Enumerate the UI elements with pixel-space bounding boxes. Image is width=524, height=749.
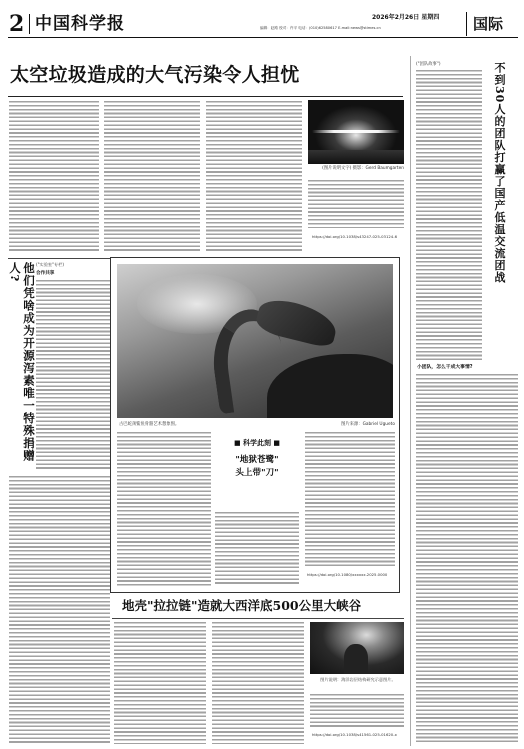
main-headline: 太空垃圾造成的大气污染令人担忧 (10, 64, 300, 86)
feature-headline-box (221, 454, 293, 492)
feature-link: https://doi.org/10.1080/xxxxxx.2025.0000 (307, 572, 388, 577)
feature-box (110, 257, 400, 593)
right-article-column-a (416, 70, 482, 360)
feature-column-middle (215, 512, 299, 586)
right-article-headline: 不到30人的团队打赢了国产低温交流团战 (493, 62, 506, 284)
main-article-column-3 (206, 101, 302, 251)
bottom-article-photo (310, 622, 404, 674)
masthead-rule (8, 37, 518, 38)
bottom-article-column-2 (212, 622, 304, 744)
main-article-column-4 (308, 180, 404, 228)
left-article-subtitle: 合作共享 (36, 271, 55, 276)
bottom-article-column-1 (114, 622, 206, 744)
feature-photo-caption: 古巴蛇颈鲨鱼骨骼艺术想象图。 (119, 422, 180, 427)
bottom-headline-rule (112, 618, 404, 619)
page-number: 2 (9, 11, 25, 37)
editor-line: 编辑：赵路 校对：许平 电话：(010)62580617 E-mail:news@stimes.cn (260, 26, 381, 30)
right-article-tag: ("团队故事") (416, 62, 441, 67)
feature-headline-line2: 头上带"刀" (235, 468, 279, 478)
right-column-divider (410, 56, 411, 746)
main-article-column-1 (9, 101, 99, 251)
page-number-divider (29, 14, 30, 34)
main-photo-caption: (图片说明文字) 摄影：Gerd Baumgarten (322, 166, 404, 171)
feature-column-label: ■ 科学此刻 ■ (233, 439, 281, 447)
feature-photo (117, 264, 393, 418)
right-article-sub-heading: 小团队，怎么干成大事情? (417, 365, 473, 370)
horizon-lights (308, 150, 404, 164)
main-article-column-2 (104, 101, 200, 251)
right-article-column-b (416, 374, 518, 744)
reentry-streak (312, 130, 400, 133)
feature-photo-credit: 图片来源：Gabriel Ugueto (341, 422, 395, 427)
main-headline-rule (8, 96, 403, 97)
section-label: 国际 (473, 15, 504, 33)
feature-column-left (117, 432, 211, 586)
bottom-article-link: https://doi.org/10.1038/s41561-025-01620-x (312, 732, 397, 737)
newspaper-logo: 中国科学报 (35, 14, 125, 34)
masthead (0, 0, 524, 40)
bottom-photo-caption: 图片说明：海洋岩层结构研究示意图片。 (320, 677, 396, 682)
feature-column-right (305, 432, 395, 568)
left-article-top-rule (8, 258, 110, 259)
main-article-link: https://doi.org/10.1038/s43247-025-03124-6 (312, 234, 397, 239)
bottom-article-column-3 (310, 694, 404, 728)
left-article-column-a (36, 280, 110, 470)
left-article-headline: 他们凭啥成为开源泻素唯一特殊捐赠人? (8, 262, 36, 462)
section-divider (466, 12, 467, 36)
left-article-column-b (9, 476, 110, 744)
feature-headline-line1: "地狱苍鹭" (235, 455, 279, 465)
bottom-photo-shape (344, 644, 368, 674)
masthead-date: 2026年2月26日 星期四 (372, 14, 440, 21)
bottom-headline: 地壳"拉拉链"造就大西洋底500公里大峡谷 (122, 598, 362, 613)
main-article-photo (308, 100, 404, 164)
left-article-tag: ("实验室"专栏) (36, 262, 65, 267)
